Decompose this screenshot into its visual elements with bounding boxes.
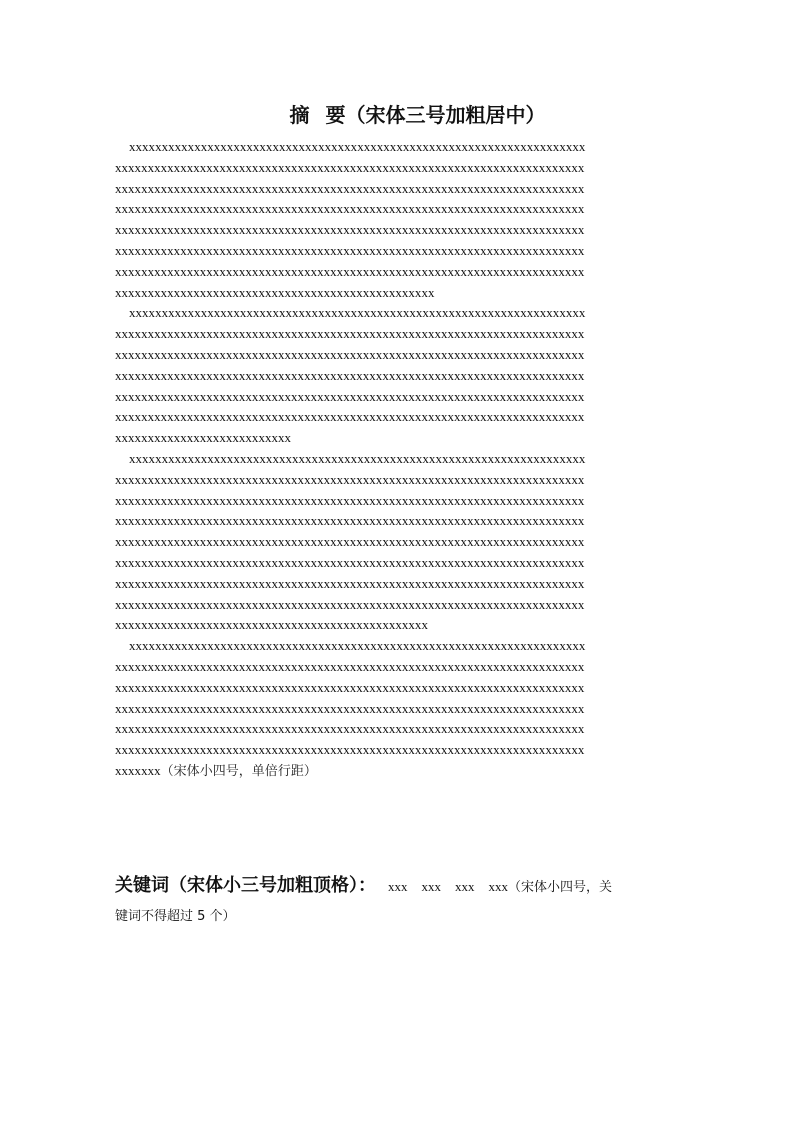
keywords-section (115, 873, 690, 929)
abstract-line: xxxxxxxxxxxxxxxxxxxxxxxxxxx (115, 430, 292, 446)
abstract-last-line-text: xxxxxxx (115, 762, 161, 778)
abstract-line: xxxxxxxxxxxxxxxxxxxxxxxxxxxxxxxxxxxxxxxxxxxxxxxxxxxxxxxxxxxxxxxxxxxxxxxx (115, 721, 585, 737)
abstract-line: xxxxxxxxxxxxxxxxxxxxxxxxxxxxxxxxxxxxxxxxxxxxxxxxxxxxxxxxxxxxxxxxxxxxxxxx (115, 742, 585, 758)
abstract-line: xxxxxxxxxxxxxxxxxxxxxxxxxxxxxxxxxxxxxxxxxxxxxxxxxxxxxxxxxxxxxxxxxxxxxxxx (115, 471, 585, 487)
keyword-item-3: xxx (455, 879, 475, 894)
abstract-line: xxxxxxxxxxxxxxxxxxxxxxxxxxxxxxxxxxxxxxxxxxxxxxxxxxxxxxxxxxxxxxxxxxxxxxxx (115, 180, 585, 196)
abstract-line: xxxxxxxxxxxxxxxxxxxxxxxxxxxxxxxxxxxxxxxxxxxxxxxxxxxxxxxxxxxxxxxxxxxxxx (129, 638, 586, 654)
abstract-line: xxxxxxxxxxxxxxxxxxxxxxxxxxxxxxxxxxxxxxxxxxxxxxxxx (115, 284, 435, 300)
abstract-line: xxxxxxxxxxxxxxxxxxxxxxxxxxxxxxxxxxxxxxxxxxxxxxxxxxxxxxxxxxxxxxxxxxxxxxxx (115, 388, 585, 404)
abstract-line: xxxxxxxxxxxxxxxxxxxxxxxxxxxxxxxxxxxxxxxxxxxxxxxxxxxxxxxxxxxxxxxxxxxxxxxx (115, 409, 585, 425)
abstract-line: xxxxxxxxxxxxxxxxxxxxxxxxxxxxxxxxxxxxxxxxxxxxxxxxxxxxxxxxxxxxxxxxxxxxxxxx (115, 513, 585, 529)
abstract-line: xxxxxxxxxxxxxxxxxxxxxxxxxxxxxxxxxxxxxxxxxxxxxxxxxxxxxxxxxxxxxxxxxxxxxxxx (115, 679, 585, 695)
abstract-body (115, 137, 680, 782)
abstract-line: xxxxxxxxxxxxxxxxxxxxxxxxxxxxxxxxxxxxxxxxxxxxxxxxxxxxxxxxxxxxxxxxxxxxxx (129, 139, 586, 154)
abstract-line: xxxxxxxxxxxxxxxxxxxxxxxxxxxxxxxxxxxxxxxxxxxxxxxxxxxxxxxxxxxxxxxxxxxxxxxx (115, 263, 585, 279)
abstract-line: xxxxxxxxxxxxxxxxxxxxxxxxxxxxxxxxxxxxxxxxxxxxxxxxxxxxxxxxxxxxxxxxxxxxxxxx (115, 222, 585, 238)
abstract-line: xxxxxxxxxxxxxxxxxxxxxxxxxxxxxxxxxxxxxxxxxxxxxxxx (115, 617, 428, 633)
keywords-format-note-start: （宋体小四号，关 (508, 880, 613, 895)
keyword-item-2: xxx (421, 879, 441, 894)
keyword-item-4: xxx (488, 879, 508, 894)
keywords-line-1 (115, 873, 690, 901)
keywords-format-note-end: 键词不得超过 5 个） (115, 909, 236, 924)
abstract-line: xxxxxxxxxxxxxxxxxxxxxxxxxxxxxxxxxxxxxxxxxxxxxxxxxxxxxxxxxxxxxxxxxxxxxxxx (115, 201, 585, 217)
abstract-line: xxxxxxxxxxxxxxxxxxxxxxxxxxxxxxxxxxxxxxxxxxxxxxxxxxxxxxxxxxxxxxxxxxxxxxxx (115, 534, 585, 550)
abstract-line: xxxxxxxxxxxxxxxxxxxxxxxxxxxxxxxxxxxxxxxxxxxxxxxxxxxxxxxxxxxxxxxxxxxxxxxx (115, 575, 585, 591)
abstract-line: xxxxxxxxxxxxxxxxxxxxxxxxxxxxxxxxxxxxxxxxxxxxxxxxxxxxxxxxxxxxxxxxxxxxxxxx (115, 346, 585, 362)
abstract-line: xxxxxxxxxxxxxxxxxxxxxxxxxxxxxxxxxxxxxxxxxxxxxxxxxxxxxxxxxxxxxxxxxxxxxxxx (115, 492, 585, 508)
abstract-line: xxxxxxxxxxxxxxxxxxxxxxxxxxxxxxxxxxxxxxxxxxxxxxxxxxxxxxxxxxxxxxxxxxxxxxxx (115, 367, 585, 383)
abstract-line: xxxxxxxxxxxxxxxxxxxxxxxxxxxxxxxxxxxxxxxxxxxxxxxxxxxxxxxxxxxxxxxxxxxxxxxx (115, 159, 585, 175)
abstract-title-char-1: 摘 (289, 103, 310, 127)
keywords-label: 关键词（宋体小三号加粗顶格）： (115, 875, 376, 896)
abstract-last-line (115, 761, 680, 782)
abstract-line: xxxxxxxxxxxxxxxxxxxxxxxxxxxxxxxxxxxxxxxxxxxxxxxxxxxxxxxxxxxxxxxxxxxxxxxx (115, 658, 585, 674)
abstract-line: xxxxxxxxxxxxxxxxxxxxxxxxxxxxxxxxxxxxxxxxxxxxxxxxxxxxxxxxxxxxxxxxxxxxxxxx (115, 242, 585, 258)
abstract-line: xxxxxxxxxxxxxxxxxxxxxxxxxxxxxxxxxxxxxxxxxxxxxxxxxxxxxxxxxxxxxxxxxxxxxxxx (115, 596, 585, 612)
abstract-line: xxxxxxxxxxxxxxxxxxxxxxxxxxxxxxxxxxxxxxxxxxxxxxxxxxxxxxxxxxxxxxxxxxxxxxxx (115, 326, 585, 342)
abstract-line: xxxxxxxxxxxxxxxxxxxxxxxxxxxxxxxxxxxxxxxxxxxxxxxxxxxxxxxxxxxxxxxxxxxxxxxx (115, 554, 585, 570)
abstract-title (0, 101, 793, 129)
abstract-line: xxxxxxxxxxxxxxxxxxxxxxxxxxxxxxxxxxxxxxxxxxxxxxxxxxxxxxxxxxxxxxxxxxxxxxxx (115, 700, 585, 716)
abstract-format-note: （宋体小四号，单倍行距） (160, 763, 317, 779)
abstract-line: xxxxxxxxxxxxxxxxxxxxxxxxxxxxxxxxxxxxxxxxxxxxxxxxxxxxxxxxxxxxxxxxxxxxxx (129, 305, 586, 321)
keyword-item-1: xxx (388, 879, 408, 894)
abstract-line: xxxxxxxxxxxxxxxxxxxxxxxxxxxxxxxxxxxxxxxxxxxxxxxxxxxxxxxxxxxxxxxxxxxxxx (129, 450, 586, 466)
abstract-title-rest: 要（宋体三号加粗居中） (325, 103, 546, 127)
